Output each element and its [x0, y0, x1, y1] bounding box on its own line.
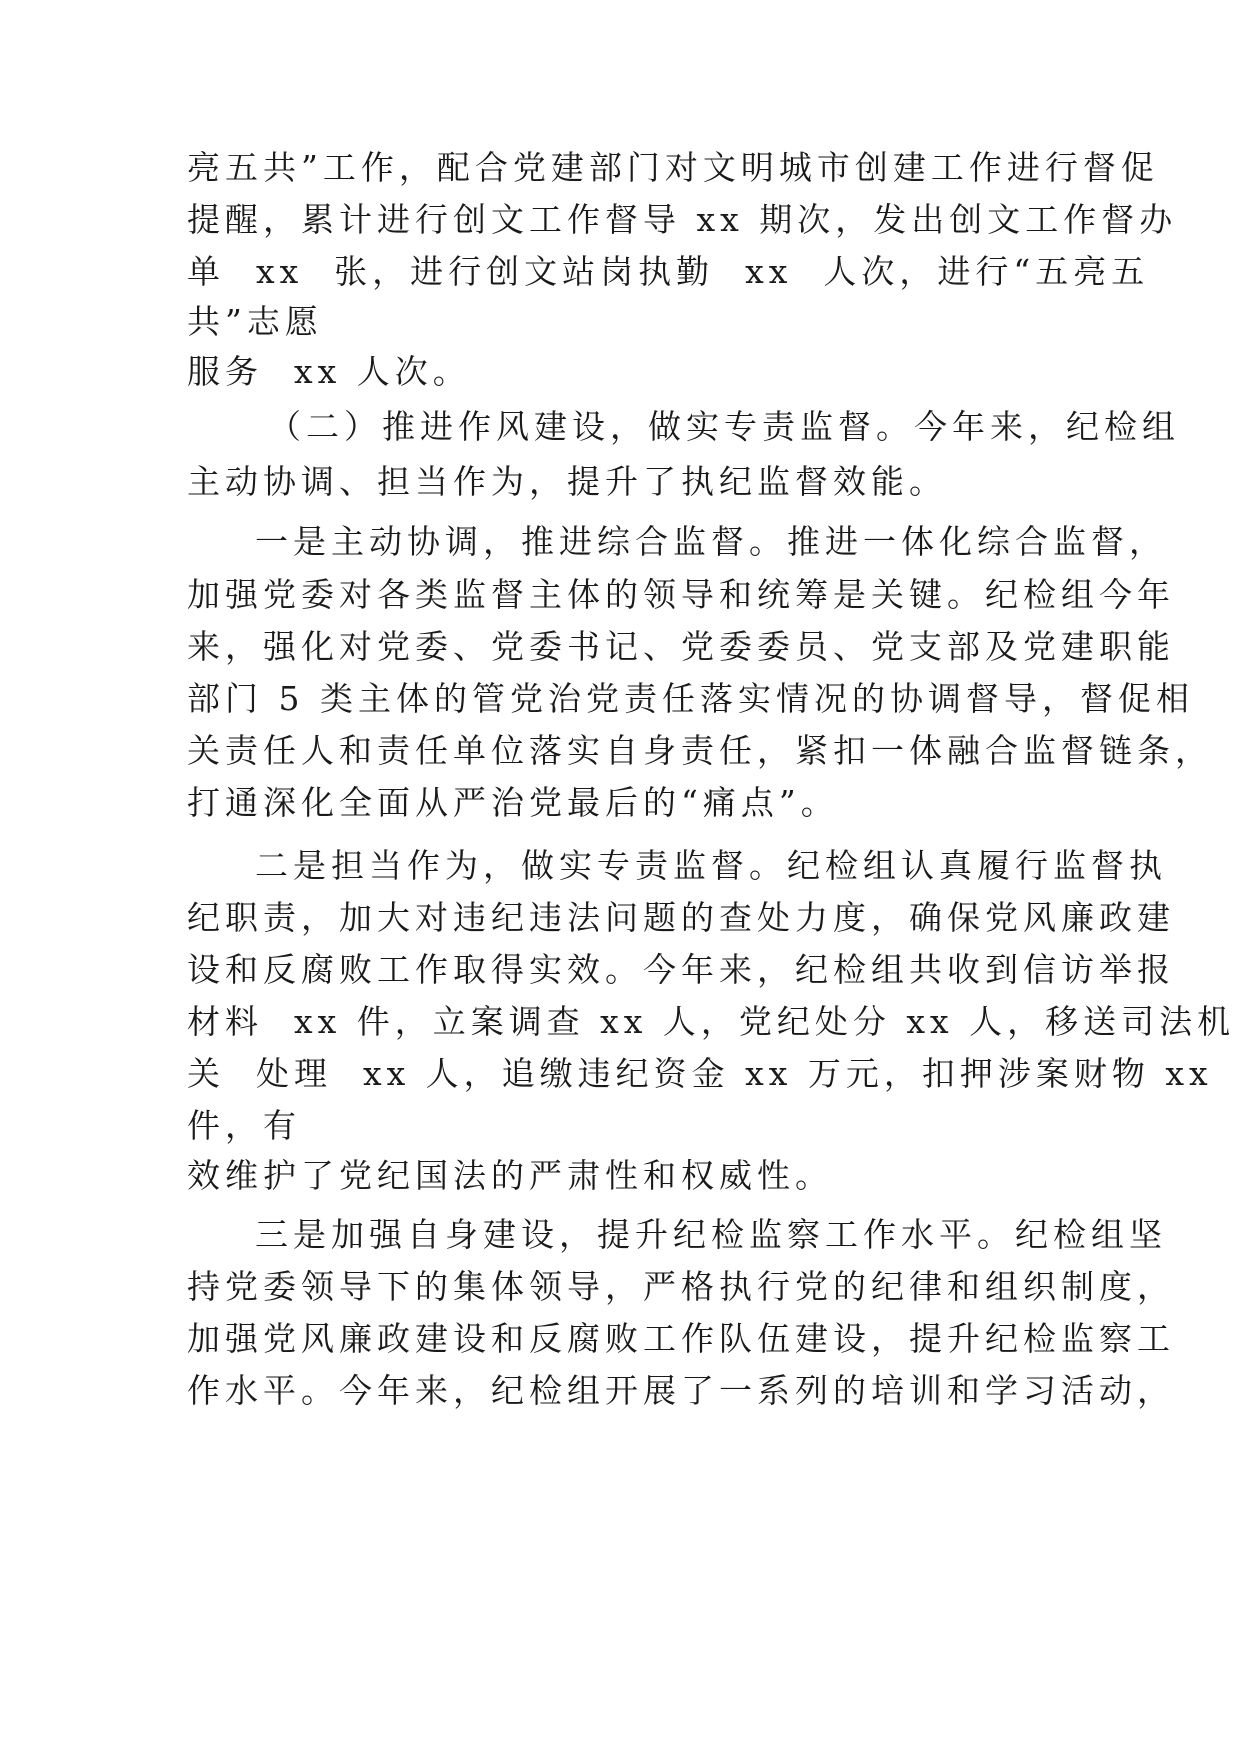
text-line: 加强党风廉政建设和反腐败工作队伍建设，提升纪检监察工 [187, 1319, 1175, 1358]
text-line: 加强党委对各类监督主体的领导和统筹是关键。纪检组今年 [187, 575, 1175, 614]
text-line: 效维护了党纪国法的严肃性和权威性。 [187, 1156, 833, 1195]
text-line: 单 xx 张，进行创文站岗执勤 xx 人次，进行“五亮五 [187, 252, 1150, 291]
text-line: 共”志愿 [187, 302, 323, 341]
text-line: 部门 5 类主体的管党治党责任落实情况的协调督导，督促相 [187, 679, 1194, 718]
text-line: 纪职责，加大对违纪违法问题的查处力度，确保党风廉政建 [187, 898, 1175, 937]
text-line: 关 处理 xx 人，追缴违纪资金 xx 万元，扣押涉案财物 xx [187, 1054, 1213, 1093]
text-line: 持党委领导下的集体领导，严格执行党的纪律和组织制度， [187, 1267, 1175, 1306]
text-line: 关责任人和责任单位落实自身责任，紧扣一体融合监督链条， [187, 731, 1213, 770]
text-line: 服务 xx 人次。 [187, 352, 471, 391]
section-heading-line: （二）推进作风建设，做实专责监督。今年来，纪检组 [268, 407, 1180, 446]
text-line: 主动协调、担当作为，提升了执纪监督效能。 [187, 462, 947, 501]
text-line: 提醒，累计进行创文工作督导 xx 期次，发出创文工作督办 [187, 200, 1178, 239]
text-line: 件，有 [187, 1106, 301, 1145]
text-line: 打通深化全面从严治党最后的“痛点”。 [187, 783, 839, 822]
paragraph-first-line: 二是担当作为，做实专责监督。纪检组认真履行监督执 [255, 846, 1167, 885]
text-line: 材料 xx 件，立案调查 xx 人，党纪处分 xx 人，移送司法机 [187, 1002, 1236, 1041]
paragraph-first-line: 一是主动协调，推进综合监督。推进一体化综合监督， [255, 522, 1167, 561]
text-line: 作水平。今年来，纪检组开展了一系列的培训和学习活动， [187, 1371, 1175, 1410]
text-line: 亮五共”工作，配合党建部门对文明城市创建工作进行督促 [187, 148, 1159, 187]
text-line: 设和反腐败工作取得实效。今年来，纪检组共收到信访举报 [187, 950, 1175, 989]
paragraph-first-line: 三是加强自身建设，提升纪检监察工作水平。纪检组坚 [255, 1215, 1167, 1254]
text-line: 来，强化对党委、党委书记、党委委员、党支部及党建职能 [187, 627, 1175, 666]
